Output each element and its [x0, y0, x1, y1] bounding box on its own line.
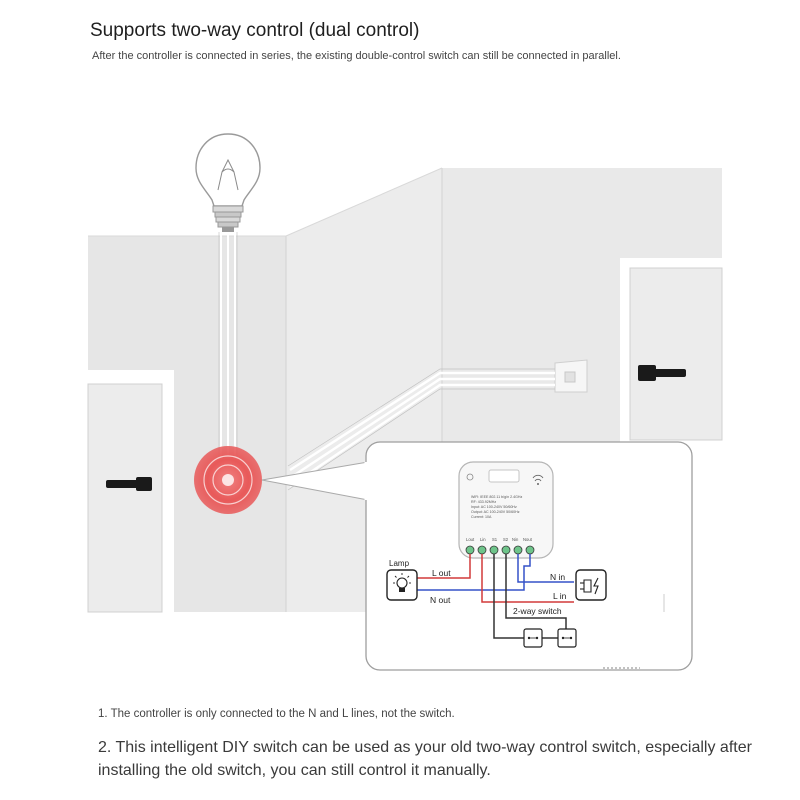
- note-controller-connection: 1. The controller is only connected to the N and L lines, not the switch.: [98, 708, 455, 720]
- terminal-label-s1: S1: [492, 537, 498, 542]
- light-bulb-icon: [196, 134, 260, 232]
- lamp-icon: [387, 570, 417, 600]
- page-title: Supports two-way control (dual control): [90, 20, 420, 41]
- terminal-label-nout: Nout: [523, 537, 532, 542]
- spec-line-1: WiFi: IEEE 802.11 b/g/n 2.4GHz: [471, 495, 523, 499]
- left-door: [88, 370, 174, 612]
- l-in-label: L in: [553, 591, 567, 601]
- n-out-label: N out: [430, 595, 451, 605]
- spec-line-4: Output: AC 100-240V 50/60Hz: [471, 510, 520, 514]
- power-plug-icon: [576, 570, 606, 600]
- terminal-label-lin: Lin: [480, 537, 486, 542]
- terminal-label-lout: Lout: [466, 537, 475, 542]
- spec-line-2: RF: 433.92MHz: [471, 500, 497, 504]
- spec-line-3: Input: AC 100-240V 50/60Hz: [471, 505, 517, 509]
- terminal-label-nin: Nin: [512, 537, 519, 542]
- note-diy-switch: 2. This intelligent DIY switch can be used as your old two-way control switch, especially after installing the old switch, you can still control it manually.: [98, 739, 752, 779]
- two-way-switch-icon-2: [558, 629, 576, 647]
- page-subtitle: After the controller is connected in series, the existing double-control switch can still be connected in parallel.: [92, 50, 621, 62]
- two-way-switch-icon-1: [524, 629, 542, 647]
- terminal-label-s2: S2: [503, 537, 509, 542]
- wall-switch: [555, 360, 587, 392]
- two-way-switch-label: 2-way switch: [513, 606, 562, 616]
- controller-location-marker: [194, 446, 262, 514]
- lamp-label: Lamp: [389, 559, 410, 568]
- smart-switch-module: [459, 462, 553, 558]
- l-out-label: L out: [432, 568, 451, 578]
- spec-line-5: Current: 10A: [471, 515, 492, 519]
- n-in-label: N in: [550, 572, 566, 582]
